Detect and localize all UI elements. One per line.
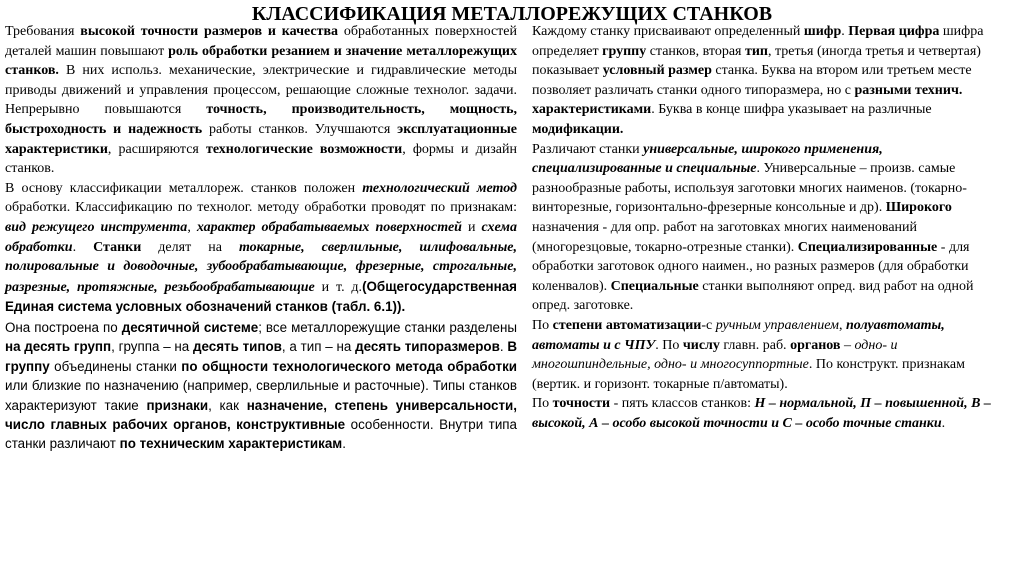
text-run: делят на xyxy=(141,239,239,255)
text-run: , xyxy=(839,317,846,333)
text-run: высокой точности размеров и качества xyxy=(80,24,339,39)
text-run: точность, производительность, мощность, быстроходность и надежность xyxy=(5,102,518,137)
text-run: Каждому станку присваивают определенный xyxy=(532,24,804,39)
text-run: обработанных поверхностей деталей машин повышают xyxy=(5,24,517,59)
text-run: точности xyxy=(552,396,611,412)
text-run: технологический метод xyxy=(362,180,517,196)
text-run: По xyxy=(532,317,553,333)
text-run: объединены станки xyxy=(49,358,182,374)
text-run: -с xyxy=(701,317,716,333)
text-run: десять типов xyxy=(193,339,282,355)
text-run: Широкого xyxy=(885,200,952,216)
right-paragraph-2 xyxy=(532,140,1000,316)
text-run: Требования xyxy=(5,24,81,39)
text-run: степени автоматизации xyxy=(552,317,702,333)
right-paragraph-1 xyxy=(532,22,1000,140)
text-run: ; все металлорежущие станки разделены xyxy=(258,319,518,335)
text-run: . xyxy=(342,436,346,452)
text-run: В группу xyxy=(5,339,517,374)
text-run: десятичной системе xyxy=(121,319,259,335)
text-run: назначения - для опр. работ на заготовках многих наименований (многорезцовые, токарно-отрезные станки). xyxy=(532,219,918,255)
text-run: Специализированные xyxy=(797,239,938,255)
text-run: . xyxy=(941,415,946,431)
text-run: – xyxy=(840,337,855,353)
left-paragraph-1 xyxy=(5,22,517,179)
text-run: Первая цифра xyxy=(848,24,940,39)
text-run: Н – нормальной, П – повышенной, В – высокой, А – особо высокой точности и С – особо точные станки xyxy=(532,396,991,431)
text-run: эксплуатационные характеристики xyxy=(5,121,517,157)
text-run: по техническим характеристикам xyxy=(119,436,343,452)
text-run: работы станков. Улучшаются xyxy=(202,121,398,137)
left-paragraph-2 xyxy=(5,179,517,318)
left-column xyxy=(5,22,517,454)
left-paragraph-3 xyxy=(5,318,517,454)
text-run: ручным управлением xyxy=(715,317,839,333)
text-run: технологические возможности xyxy=(206,141,403,157)
text-run: или близкие по назначению (например, сверлильные и расточные). Типы станков характеризуют такие xyxy=(5,378,517,413)
text-run: числу xyxy=(682,337,720,353)
text-run: по общности технологического метода обработки xyxy=(181,358,517,374)
text-run: . xyxy=(499,339,508,355)
right-paragraph-3 xyxy=(532,316,1000,394)
text-run: . Буква в конце шифра указывает на различные xyxy=(651,102,932,118)
text-run: . По xyxy=(655,337,683,353)
text-run: и xyxy=(461,219,482,235)
text-run: Станки xyxy=(93,239,142,255)
text-run: , а тип – на xyxy=(281,339,356,355)
text-run: Она построена по xyxy=(5,319,122,335)
text-run: . xyxy=(72,239,94,255)
text-run: универсальные, широкого применения, специализированные и специальные xyxy=(532,141,883,177)
text-run: В основу классификации металлореж. станков положен xyxy=(5,180,363,196)
text-run: особенности. Внутри типа станки различают xyxy=(5,416,517,452)
text-run: , расширяются xyxy=(107,141,206,157)
text-run: Специальные xyxy=(610,278,699,294)
text-run: - для обработки заготовок одного наимен., но разных размеров (для обработки коленвалов). xyxy=(532,239,970,294)
text-run: и т. д. xyxy=(314,279,363,295)
text-run: группу xyxy=(602,43,647,59)
text-run: шифр xyxy=(803,24,842,39)
text-run: органов xyxy=(790,337,841,353)
slide-title: КЛАССИФИКАЦИЯ МЕТАЛЛОРЕЖУЩИХ СТАНКОВ xyxy=(251,3,773,25)
right-column xyxy=(532,22,1000,433)
text-run: условный размер xyxy=(602,63,712,79)
text-run: . xyxy=(841,24,849,39)
text-run: обработки. Классификацию по технолог. методу обработки проводят по признакам: xyxy=(5,200,517,216)
text-run: , xyxy=(187,219,197,235)
right-paragraph-4 xyxy=(532,394,1000,433)
text-run: , формы и дизайн станков. xyxy=(5,141,518,177)
text-run: десять типоразмеров xyxy=(355,339,500,355)
text-run: полуавтоматы, автоматы и с ЧПУ xyxy=(532,317,945,353)
text-run: станка. Буква на втором или третьем месте позволяет различать станки одного типоразмера, но с xyxy=(532,63,972,98)
text-run: схема обработки xyxy=(5,219,518,255)
text-run: (Общегосударственная Единая система условных обозначений станков (табл. 6.1)). xyxy=(5,278,517,315)
text-run: , как xyxy=(208,397,247,413)
text-run: одно- и многошпиндельные, одно- и многосуппортные xyxy=(532,337,898,373)
text-run: главн. раб. xyxy=(719,337,791,353)
text-run: токарные, сверлильные, шлифовальные, полировальные и доводочные, зубообрабатывающие, фрезерные, строгальные, разрезные, протяжные, резьбообрабатывающие xyxy=(5,239,518,295)
text-run: вид режущего инструмента xyxy=(5,219,188,235)
text-run: . По конструкт. признакам (вертик. и горизонт. токарные п/автоматы). xyxy=(532,357,965,392)
text-run: признаки xyxy=(146,397,209,413)
text-run: на десять групп xyxy=(5,339,112,355)
text-run: разными технич. характеристиками xyxy=(532,82,963,118)
text-run: По xyxy=(532,396,553,412)
text-run: станков, вторая xyxy=(646,43,745,59)
text-run: , третья (иногда третья и четвертая) показывает xyxy=(532,43,981,79)
text-run: назначение, степень универсальности, число главных рабочих органов, конструктивные xyxy=(5,397,517,432)
text-run: , группа – на xyxy=(111,339,194,355)
text-run: характер обрабатываемых поверхностей xyxy=(196,219,462,235)
text-run: модификации. xyxy=(532,121,624,137)
text-run: станки выполняют опред. вид работ на одной опред. заготовке. xyxy=(532,278,974,314)
text-run: шифра определяет xyxy=(532,24,984,59)
text-run: . Универсальные – произв. самые разнообразные работы, используя заготовки многих наименов. (токарно-винторезные, горизонтально-фрезерные консольные и др). xyxy=(532,161,967,216)
text-run: тип xyxy=(744,43,768,59)
text-run: В них использ. механические, электрические и гидравлические методы приводы движений и управления процессом, решающие сложные технолог. задачи. Непрерывно повышаются xyxy=(5,63,517,118)
text-run: роль обработки резанием и значение металлорежущих станков. xyxy=(5,43,517,79)
text-run: Различают станки xyxy=(532,141,644,157)
text-run: - пять классов станков: xyxy=(610,396,755,412)
